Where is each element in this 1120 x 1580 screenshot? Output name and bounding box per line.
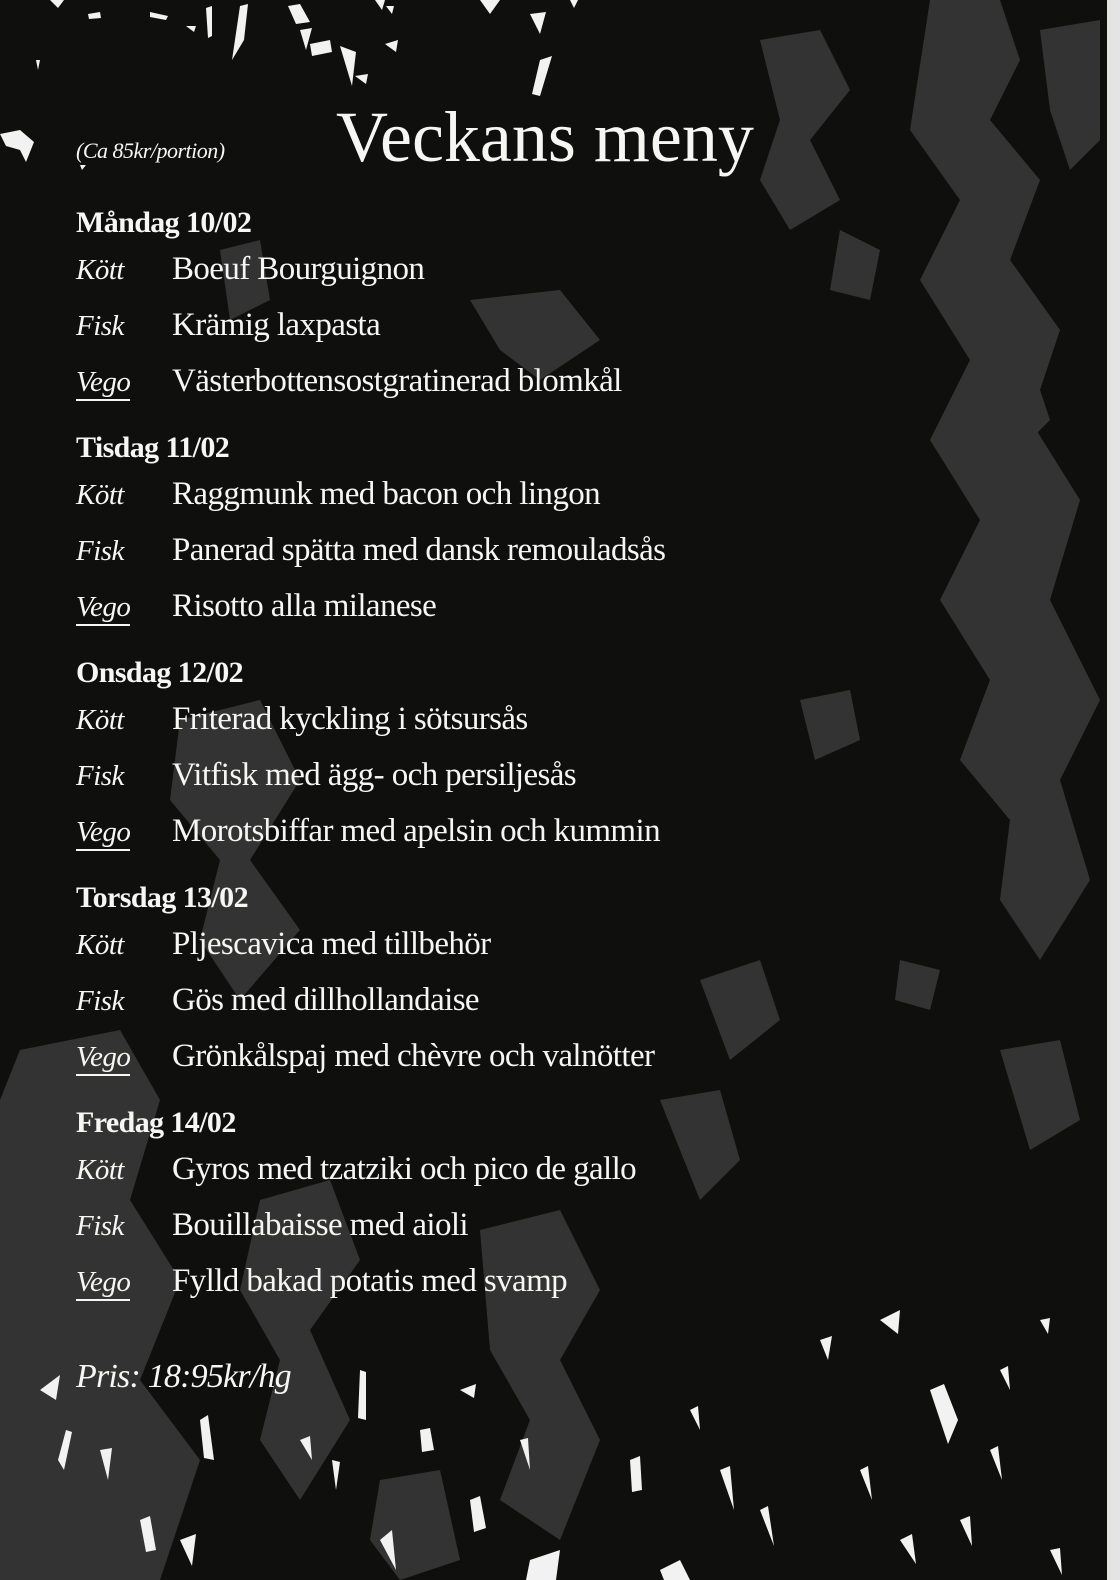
day-section-monday xyxy=(76,205,896,409)
dish-name: Vitfisk med ägg- och persiljesås xyxy=(172,757,577,793)
price-per-hg: Pris: 18:95kr/hg xyxy=(76,1358,291,1395)
weekly-menu xyxy=(76,205,896,1330)
category-label-meat: Kött xyxy=(76,929,124,961)
page-edge xyxy=(1107,0,1120,1580)
category-label-meat: Kött xyxy=(76,479,124,511)
dish-name: Pljescavica med tillbehör xyxy=(172,926,491,962)
menu-item xyxy=(76,522,896,578)
menu-item xyxy=(76,1141,896,1197)
dish-name: Gyros med tzatziki och pico de gallo xyxy=(172,1151,637,1187)
menu-item xyxy=(76,803,896,859)
dish-name: Boeuf Bourguignon xyxy=(172,251,425,287)
page-title: Veckans meny xyxy=(336,97,754,177)
dish-name: Morotsbiffar med apelsin och kummin xyxy=(172,813,660,849)
menu-item xyxy=(76,353,896,409)
menu-item xyxy=(76,916,896,972)
menu-item xyxy=(76,747,896,803)
category-label-fish: Fisk xyxy=(76,760,124,792)
category-label-fish: Fisk xyxy=(76,1210,124,1242)
dish-name: Västerbottensostgratinerad blomkål xyxy=(172,363,622,399)
category-label-text: Vego xyxy=(76,1266,130,1301)
dish-name: Krämig laxpasta xyxy=(172,307,381,343)
category-label-fish: Fisk xyxy=(76,310,124,342)
day-title: Tisdag 11/02 xyxy=(76,431,230,464)
menu-item xyxy=(76,972,896,1028)
menu-item xyxy=(76,1028,896,1084)
category-label-fish: Fisk xyxy=(76,985,124,1017)
day-title: Onsdag 12/02 xyxy=(76,656,244,689)
menu-item xyxy=(76,241,896,297)
day-title: Torsdag 13/02 xyxy=(76,881,248,914)
portion-price-note: (Ca 85kr/portion) xyxy=(76,138,225,163)
day-section-thursday xyxy=(76,880,896,1084)
dish-name: Raggmunk med bacon och lingon xyxy=(172,476,601,512)
category-label-vego xyxy=(76,1254,172,1310)
category-label-text: Vego xyxy=(76,816,130,851)
menu-item xyxy=(76,1197,896,1253)
category-label-text: Vego xyxy=(76,366,130,401)
day-section-friday xyxy=(76,1105,896,1309)
menu-item xyxy=(76,466,896,522)
menu-item xyxy=(76,578,896,634)
day-title: Fredag 14/02 xyxy=(76,1106,236,1139)
dish-name: Risotto alla milanese xyxy=(172,588,437,624)
category-label-fish: Fisk xyxy=(76,535,124,567)
dish-name: Friterad kyckling i sötsursås xyxy=(172,701,528,737)
day-section-tuesday xyxy=(76,430,896,634)
day-title: Måndag 10/02 xyxy=(76,206,252,239)
dish-name: Grönkålspaj med chèvre och valnötter xyxy=(172,1038,655,1074)
dish-name: Bouillabaisse med aioli xyxy=(172,1207,468,1243)
category-label-text: Vego xyxy=(76,591,130,626)
category-label-meat: Kött xyxy=(76,254,124,286)
menu-item xyxy=(76,1253,896,1309)
dish-name: Panerad spätta med dansk remouladsås xyxy=(172,532,666,568)
menu-item xyxy=(76,691,896,747)
dish-name: Gös med dillhollandaise xyxy=(172,982,479,1018)
category-label-meat: Kött xyxy=(76,1154,124,1186)
category-label-meat: Kött xyxy=(76,704,124,736)
category-label-vego xyxy=(76,579,172,635)
day-section-wednesday xyxy=(76,655,896,859)
category-label-vego xyxy=(76,804,172,860)
menu-item xyxy=(76,297,896,353)
category-label-vego xyxy=(76,1029,172,1085)
category-label-vego xyxy=(76,354,172,410)
category-label-text: Vego xyxy=(76,1041,130,1076)
dish-name: Fylld bakad potatis med svamp xyxy=(172,1263,568,1299)
